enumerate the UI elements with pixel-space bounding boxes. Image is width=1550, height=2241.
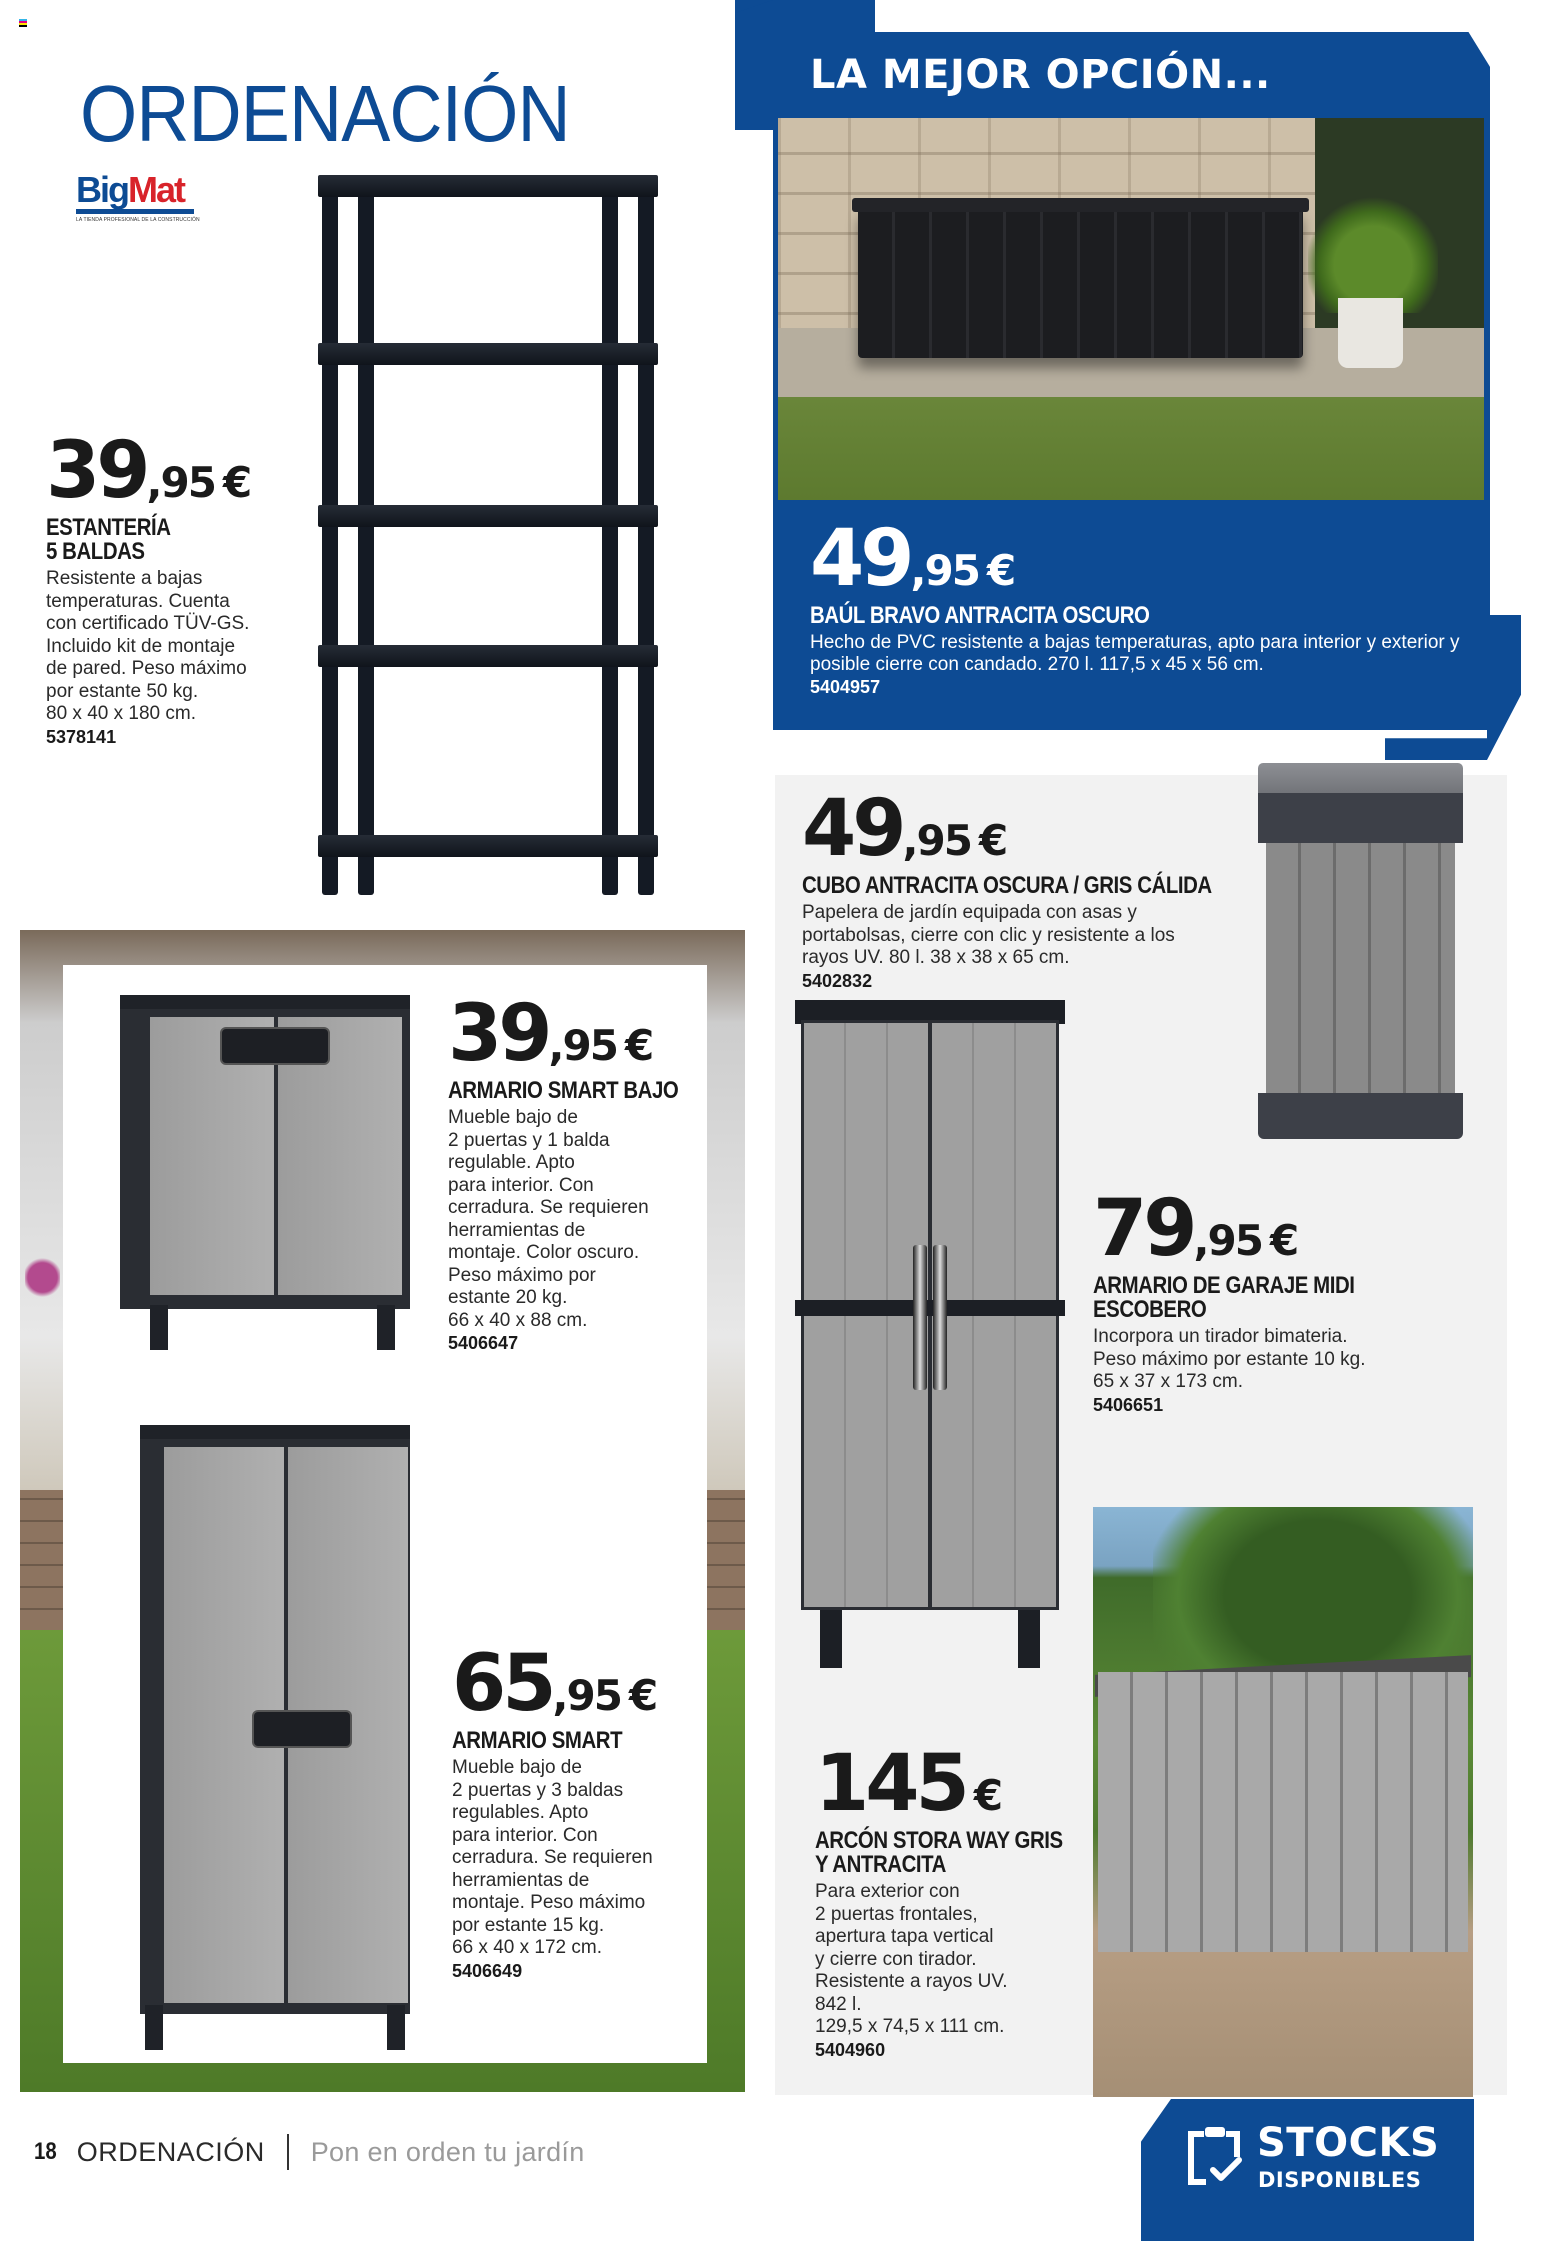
footer-divider bbox=[287, 2134, 289, 2170]
product-description: Incorpora un tirador bimateria. Peso máximo por estante 10 kg. 65 x 37 x 173 cm. bbox=[1093, 1326, 1366, 1392]
product-name: ARCÓN STORA WAY GRIS Y ANTRACITA bbox=[815, 1827, 1063, 1878]
product-description: Papelera de jardín equipada con asas y portabolsas, cierre con clic y resistente a los rayos UV. 80 l. 38 x 38 x 65 cm. bbox=[802, 902, 1175, 968]
product-description: Hecho de PVC resistente a bajas temperaturas, apto para interior y exterior y posible cierre con candado. 270 l. 117,5 x 45 x 56 cm. bbox=[810, 632, 1460, 675]
stocks-label: STOCKS bbox=[1257, 2120, 1440, 2166]
product-arcon-stora-way bbox=[815, 1739, 1095, 2061]
product-name: ARMARIO DE GARAJE MIDI ESCOBERO bbox=[1093, 1272, 1355, 1323]
product-name: ARMARIO SMART bbox=[452, 1727, 623, 1754]
logo-tagline: LA TIENDA PROFESIONAL DE LA CONSTRUCCIÓN bbox=[76, 217, 200, 223]
price: 49,95 € bbox=[802, 784, 1009, 874]
product-name: ESTANTERÍA 5 BALDAS bbox=[46, 514, 171, 565]
product-armario-smart-bajo bbox=[448, 989, 708, 1354]
product-description: Mueble bajo de 2 puertas y 1 balda regulable. Apto para interior. Con cerradura. Se requieren herramientas de montaje. Color oscuro. Peso máximo por estante 20 kg. 66 x 40 x 88 cm. bbox=[448, 1107, 649, 1331]
product-reference: 5406647 bbox=[448, 1333, 519, 1353]
feature-deco-side bbox=[735, 0, 773, 130]
product-reference: 5404957 bbox=[810, 677, 881, 697]
product-reference: 5406649 bbox=[452, 1960, 523, 1981]
product-name: ARMARIO SMART BAJO bbox=[448, 1077, 679, 1104]
product-description: Para exterior con 2 puertas frontales, apertura tapa vertical y cierre con tirador. Resistente a rayos UV. 842 l. 129,5 x 74,5 x 111 cm. bbox=[815, 1881, 1008, 2037]
page-footer bbox=[32, 2134, 585, 2170]
product-description: Resistente a bajas temperaturas. Cuenta con certificado TÜV-GS. Incluido kit de montaje de pared. Peso máximo por estante 50 kg. 80 x 40 x 180 cm. bbox=[46, 568, 250, 724]
price: 39,95 € bbox=[448, 989, 655, 1079]
logo-word-big: Big bbox=[76, 169, 128, 210]
footer-section: ORDENACIÓN bbox=[76, 2136, 265, 2167]
page-number: 18 bbox=[34, 2138, 57, 2165]
logo-word-mat: Mat bbox=[128, 169, 184, 210]
product-reference: 5406651 bbox=[1093, 1394, 1164, 1415]
product-name: CUBO ANTRACITA OSCURA / GRIS CÁLIDA bbox=[802, 872, 1212, 899]
product-cubo bbox=[802, 784, 1262, 992]
feature-banner-title: LA MEJOR OPCIÓN... bbox=[810, 52, 1271, 98]
cubo-product-image bbox=[1258, 763, 1463, 1139]
product-estanteria bbox=[46, 426, 316, 748]
bigmat-logo[interactable] bbox=[76, 169, 202, 223]
clipboard-check-icon bbox=[1187, 2124, 1243, 2186]
product-reference: 5404960 bbox=[815, 2039, 886, 2060]
arcon-stora-way-photo bbox=[1093, 1507, 1473, 2097]
product-armario-smart bbox=[452, 1639, 712, 1982]
estanteria-product-image bbox=[318, 175, 658, 895]
footer-tagline: Pon en orden tu jardín bbox=[310, 2136, 585, 2167]
storage-chest-image bbox=[858, 208, 1303, 358]
baul-bravo-photo bbox=[778, 118, 1484, 500]
product-description: Mueble bajo de 2 puertas y 3 baldas regulables. Apto para interior. Con cerradura. Se requieren herramientas de montaje. Peso máximo por estante 15 kg. 66 x 40 x 172 cm. bbox=[452, 1757, 653, 1958]
price: 39,95 € bbox=[46, 426, 253, 516]
disponibles-label: DISPONIBLES bbox=[1258, 2168, 1422, 2192]
price: 145 € bbox=[815, 1739, 1004, 1829]
price: 49,95 € bbox=[810, 514, 1017, 604]
armario-smart-bajo-image bbox=[120, 995, 410, 1350]
product-name: BAÚL BRAVO ANTRACITA OSCURO bbox=[810, 602, 1150, 629]
price: 65,95 € bbox=[452, 1639, 659, 1729]
armario-midi-product-image bbox=[795, 1000, 1065, 1668]
product-reference: 5402832 bbox=[802, 970, 873, 991]
product-baul-bravo bbox=[810, 514, 1460, 698]
page-title: ORDENACIÓN bbox=[80, 69, 570, 158]
price: 79,95 € bbox=[1093, 1184, 1300, 1274]
product-reference: 5378141 bbox=[46, 726, 117, 747]
shed-image bbox=[1098, 1672, 1468, 1952]
print-registration-mark bbox=[19, 19, 27, 29]
product-armario-midi bbox=[1093, 1184, 1493, 1416]
armario-smart-image bbox=[140, 1425, 410, 2050]
